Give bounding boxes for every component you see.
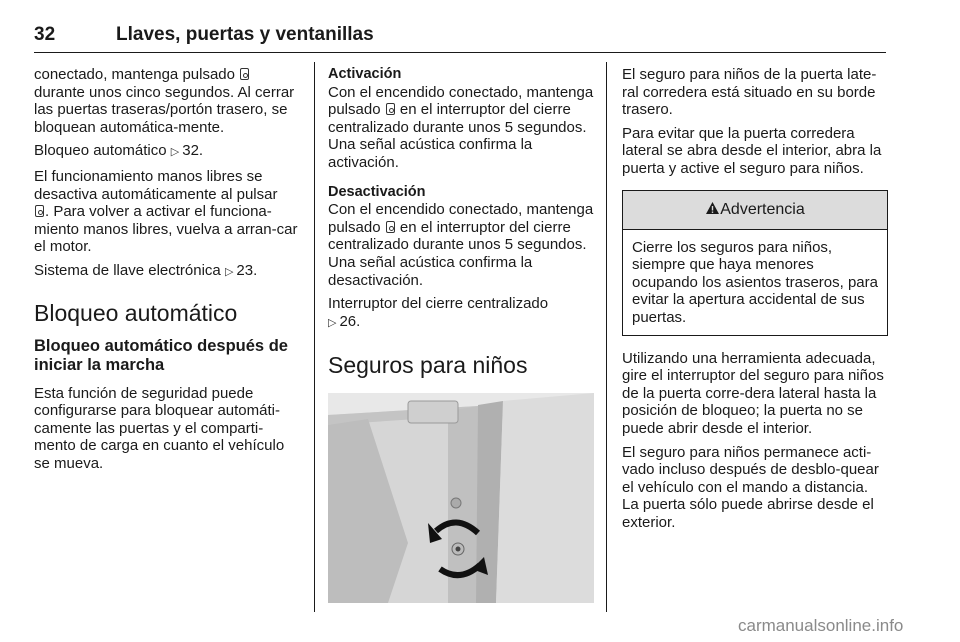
watermark: carmanualsonline.info [738, 616, 904, 635]
text: Interruptor del cierre centralizado [328, 295, 549, 313]
page-ref: 26. [339, 312, 361, 330]
text: durante unos cinco segundos. Al cerrar las puertas traseras/portón trasero, se bloquean automática-mente. [34, 83, 295, 136]
column-right [622, 66, 888, 537]
cross-reference [34, 142, 304, 162]
warning-title: Advertencia [720, 200, 805, 218]
text: Sistema de llave electrónica [34, 261, 221, 279]
xref-arrow-icon: ▷ [328, 316, 337, 329]
xref-arrow-icon: ▷ [224, 265, 234, 278]
text: en el interruptor del cierre centralizado durante unos 5 segundos. Una señal acústica confirma la desactivación. [328, 218, 587, 289]
chapter-title: Llaves, puertas y ventanillas [116, 24, 374, 45]
text: conectado, mantenga pulsado [34, 66, 235, 83]
column-middle [328, 66, 594, 608]
text: Bloqueo automático [34, 142, 167, 160]
page-ref: 23. [236, 261, 258, 279]
text: Con el encendido conectado, mantenga pulsado [328, 83, 594, 119]
xref-arrow-icon: ▷ [170, 146, 180, 159]
section-heading: Bloqueo automático [34, 299, 238, 326]
warning-text: Cierre los seguros para niños, siempre que haya menores ocupando los asientos traseros, para evitar la apertura accidental de sus puertas. [632, 238, 878, 326]
paragraph: Esta función de seguridad puede configurarse para bloquear automáti-camente las puertas y el comparti-mento de carga en cuanto el vehículo se mueva. [34, 384, 285, 472]
text: en el interruptor del cierre centralizado durante unos 5 segundos. Una señal acústica confirma la activación. [328, 101, 587, 171]
paragraph: El seguro para niños permanece acti-vado incluso después de desblo-quear el vehículo con el mando a distancia. La puerta sólo puede abrirse desde el exterior. [622, 443, 879, 531]
lock-button-icon [35, 205, 44, 217]
text: Con el encendido conectado, mantenga pulsado [328, 201, 594, 236]
warning-header [623, 191, 887, 230]
paragraph [34, 168, 304, 256]
page-ref: 32. [182, 142, 204, 160]
paragraph: El seguro para niños de la puerta late-ral corredera está situado en su borde trasero. [622, 66, 877, 119]
paragraph [34, 66, 304, 136]
paragraph [328, 184, 594, 290]
text: El funcionamiento manos libres se desactiva automáticamente al pulsar [34, 167, 278, 203]
column-left [34, 66, 304, 479]
column-divider [314, 62, 315, 612]
subsection-heading: Bloqueo automático después de iniciar la marcha [34, 336, 288, 374]
text: . Para volver a activar el funciona-miento manos libres, vuelva a arran-car el motor. [34, 203, 298, 256]
paragraph: Utilizando una herramienta adecuada, gire el interruptor del seguro para niños de la puerta corre-dera lateral hasta la posición de bloqueo; la puerta no se puede abrir desde el interior. [622, 349, 884, 437]
page-number: 32 [34, 24, 56, 45]
paragraph [328, 66, 594, 172]
lock-button-icon [386, 221, 395, 233]
warning-triangle-icon [705, 201, 720, 215]
paragraph: Para evitar que la puerta corredera lateral se abra desde el interior, abra la puerta y active el seguro para niños. [622, 124, 882, 177]
lock-button-icon [240, 68, 249, 80]
warning-box [622, 190, 888, 336]
warning-body [623, 230, 887, 335]
column-divider [606, 62, 607, 612]
activation-label: Activación [328, 66, 402, 82]
deactivation-label: Desactivación [328, 183, 426, 200]
cross-reference [328, 295, 594, 332]
section-heading: Seguros para niños [328, 352, 528, 379]
child-lock-illustration [328, 393, 594, 603]
page-header [34, 22, 886, 53]
cross-reference [34, 262, 304, 282]
lock-button-icon [386, 103, 395, 115]
